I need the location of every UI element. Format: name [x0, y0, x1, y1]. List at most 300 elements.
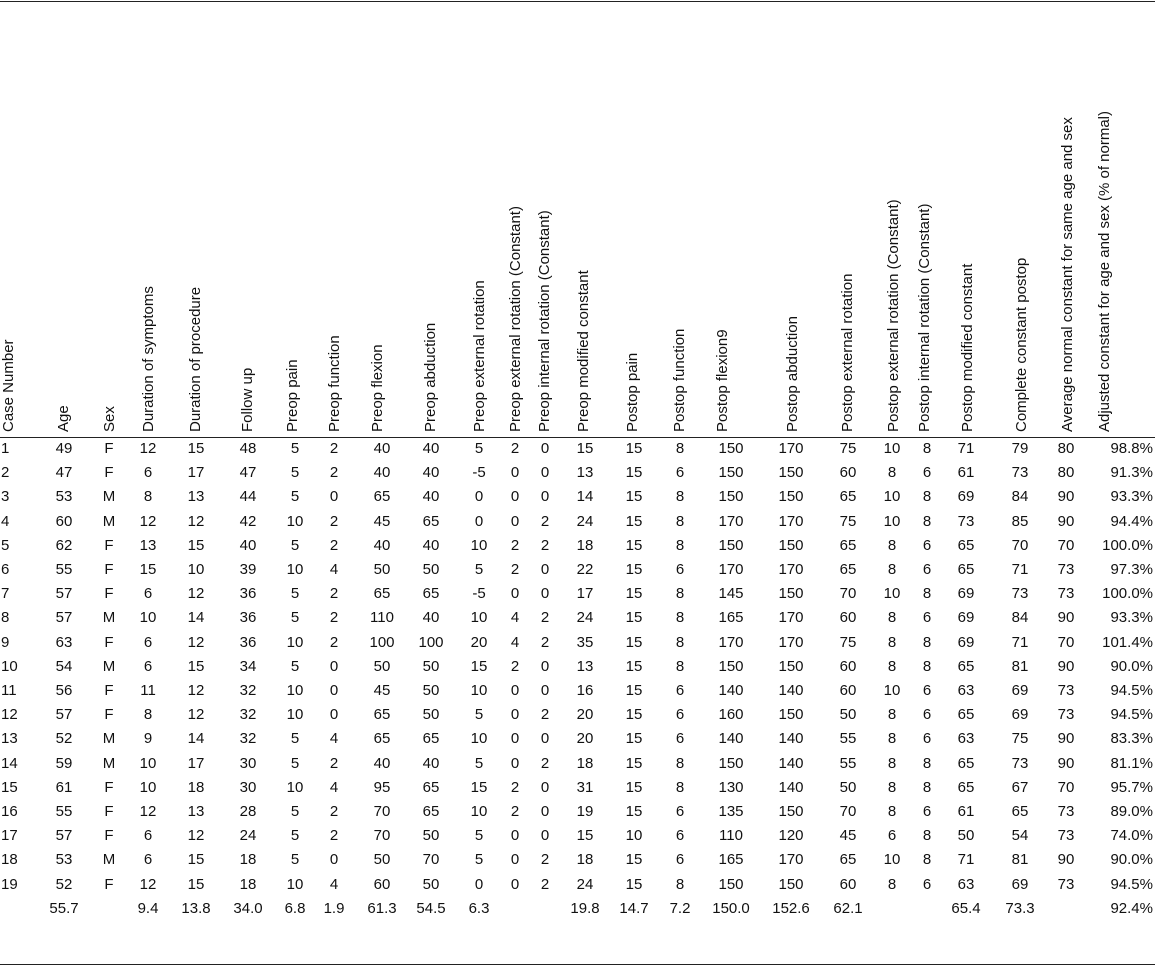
- column-header: Postop pain: [624, 352, 641, 432]
- table-cell: 8: [675, 633, 685, 651]
- table-cell: 8: [675, 536, 685, 554]
- table-cell: 50: [839, 778, 857, 796]
- table-cell: 0: [329, 682, 339, 699]
- table-cell: 10: [883, 512, 901, 530]
- table-cell: 61: [957, 803, 975, 820]
- table-cell: 15: [625, 851, 643, 869]
- table-cell: 70: [1057, 778, 1075, 796]
- table-cell: 4: [329, 730, 339, 748]
- table-cell: 0: [329, 706, 339, 724]
- table-cell: 10: [470, 682, 488, 699]
- table-cell: 36: [239, 633, 257, 651]
- table-cell: 6: [922, 464, 932, 482]
- table-cell: 10: [286, 706, 304, 724]
- table-cell: 140: [778, 754, 804, 772]
- table-cell: 150: [718, 464, 744, 482]
- table-cell: 6: [143, 585, 153, 603]
- table-cell: 5: [290, 657, 300, 675]
- table-cell: 2: [329, 609, 339, 627]
- table-cell: 0: [329, 851, 339, 869]
- column-header: Postop abduction: [784, 316, 801, 432]
- table-cell: 15: [187, 536, 205, 554]
- table-cell: 10: [286, 633, 304, 651]
- summary-cell: 34.0: [233, 899, 263, 917]
- table-cell: F: [104, 561, 114, 578]
- table-cell: 65: [957, 778, 975, 796]
- table-cell: 35: [576, 633, 594, 651]
- table-cell: 24: [576, 512, 594, 530]
- table-cell: 62: [55, 536, 73, 554]
- column-header: Preop modified constant: [575, 270, 592, 432]
- table-cell: 8: [887, 464, 897, 482]
- table-cell: 73: [1057, 803, 1075, 820]
- table-cell: 70: [422, 851, 440, 869]
- table-cell: 63: [55, 633, 73, 651]
- table-cell: 65: [839, 488, 857, 506]
- column-header: Preop function: [326, 335, 343, 432]
- table-cell: 18: [239, 851, 257, 869]
- table-cell: 5: [290, 609, 300, 627]
- table-cell: 10: [883, 682, 901, 699]
- summary-cell: 54.5: [416, 899, 446, 917]
- table-cell: 5: [290, 536, 300, 554]
- table-cell: 101.4%: [1102, 633, 1153, 651]
- table-cell: 73: [1057, 827, 1075, 845]
- table-cell: 56: [55, 682, 73, 699]
- table-top-rule: [0, 1, 1155, 2]
- table-cell: 20: [470, 633, 488, 651]
- table-cell: 50: [373, 561, 391, 578]
- table-cell: 69: [957, 633, 975, 651]
- table-cell: 8: [922, 440, 932, 457]
- table-cell: 16: [576, 682, 594, 699]
- table-cell: 9: [143, 730, 153, 748]
- table-cell: 1: [1, 440, 10, 457]
- table-cell: 8: [887, 706, 897, 724]
- table-cell: 8: [1, 609, 10, 627]
- table-cell: 70: [373, 803, 391, 820]
- table-cell: 73: [1057, 682, 1075, 699]
- table-cell: 69: [1011, 706, 1029, 724]
- table-cell: 2: [1, 464, 10, 482]
- table-cell: 65: [957, 754, 975, 772]
- table-cell: 5: [290, 464, 300, 482]
- table-cell: 170: [778, 440, 804, 457]
- table-cell: 44: [239, 488, 257, 506]
- table-cell: 73: [1011, 464, 1029, 482]
- table-cell: 60: [839, 464, 857, 482]
- table-cell: 6: [143, 657, 153, 675]
- table-cell: 50: [422, 657, 440, 675]
- table-cell: 24: [239, 827, 257, 845]
- table-cell: 40: [422, 536, 440, 554]
- table-cell: 0: [540, 464, 550, 482]
- table-cell: 8: [922, 754, 932, 772]
- table-cell: 2: [540, 706, 550, 724]
- table-cell: 2: [540, 609, 550, 627]
- table-cell: 150: [718, 875, 744, 893]
- table-cell: 70: [1057, 536, 1075, 554]
- table-cell: 140: [778, 778, 804, 796]
- table-cell: 15: [625, 682, 643, 699]
- table-cell: 18: [576, 536, 594, 554]
- table-cell: 5: [474, 440, 484, 457]
- table-cell: F: [104, 875, 114, 893]
- table-cell: 0: [540, 440, 550, 457]
- table-cell: 2: [540, 754, 550, 772]
- table-cell: 9: [1, 633, 10, 651]
- table-cell: 65: [422, 585, 440, 603]
- table-cell: 6: [143, 464, 153, 482]
- table-cell: 39: [239, 561, 257, 578]
- table-cell: 14: [1, 754, 18, 772]
- table-cell: 55: [55, 803, 73, 820]
- table-cell: 15: [625, 803, 643, 820]
- table-cell: 6: [922, 682, 932, 699]
- table-cell: 20: [576, 706, 594, 724]
- table-cell: 6: [675, 682, 685, 699]
- table-cell: 70: [839, 585, 857, 603]
- table-cell: 65: [422, 512, 440, 530]
- table-cell: 80: [1057, 464, 1075, 482]
- table-cell: 5: [474, 561, 484, 578]
- table-cell: 47: [239, 464, 257, 482]
- table-cell: M: [102, 730, 116, 748]
- table-cell: 135: [718, 803, 744, 820]
- table-cell: 69: [1011, 875, 1029, 893]
- table-cell: 5: [474, 754, 484, 772]
- table-cell: 63: [957, 682, 975, 699]
- column-header: Follow up: [239, 367, 256, 432]
- table-cell: F: [104, 803, 114, 820]
- table-cell: -5: [472, 464, 486, 482]
- table-cell: 61: [957, 464, 975, 482]
- table-cell: 8: [675, 440, 685, 457]
- table-cell: 45: [373, 512, 391, 530]
- table-cell: 84: [1011, 609, 1029, 627]
- table-cell: 6: [675, 730, 685, 748]
- table-cell: 2: [510, 803, 520, 820]
- table-cell: 18: [187, 778, 205, 796]
- table-cell: 65: [1011, 803, 1029, 820]
- table-cell: 16: [1, 803, 18, 820]
- table-cell: 170: [718, 561, 744, 578]
- table-cell: 90: [1057, 488, 1075, 506]
- table-cell: 73: [1011, 585, 1029, 603]
- table-cell: 2: [510, 657, 520, 675]
- table-cell: 5: [290, 803, 300, 820]
- table-cell: 8: [887, 561, 897, 578]
- table-cell: 6: [675, 851, 685, 869]
- table-cell: 95.7%: [1110, 778, 1153, 796]
- table-cell: 8: [675, 488, 685, 506]
- table-cell: 97.3%: [1110, 561, 1153, 578]
- table-cell: 50: [373, 851, 391, 869]
- table-cell: 12: [187, 633, 205, 651]
- table-cell: 8: [922, 657, 932, 675]
- table-cell: 10: [883, 440, 901, 457]
- table-cell: 6: [675, 561, 685, 578]
- table-cell: 170: [778, 609, 804, 627]
- table-cell: 94.5%: [1110, 682, 1153, 699]
- table-cell: 10: [625, 827, 643, 845]
- table-cell: 8: [922, 512, 932, 530]
- table-cell: 13: [139, 536, 157, 554]
- table-cell: 6: [922, 803, 932, 820]
- table-cell: 10: [470, 609, 488, 627]
- table-cell: 8: [675, 754, 685, 772]
- table-cell: 22: [576, 561, 594, 578]
- table-cell: 6: [675, 827, 685, 845]
- table-cell: 71: [1011, 561, 1029, 578]
- table-bottom-rule: [0, 964, 1155, 965]
- table-cell: 17: [187, 464, 205, 482]
- table-cell: 2: [329, 464, 339, 482]
- table-cell: 13: [187, 803, 205, 820]
- table-cell: 145: [718, 585, 744, 603]
- summary-cell: 13.8: [181, 899, 211, 917]
- table-cell: 8: [922, 827, 932, 845]
- table-cell: 0: [540, 803, 550, 820]
- table-cell: 0: [510, 464, 520, 482]
- table-cell: 90.0%: [1110, 657, 1153, 675]
- table-cell: 10: [139, 778, 157, 796]
- table-cell: 100.0%: [1102, 536, 1153, 554]
- table-cell: 47: [55, 464, 73, 482]
- table-cell: 12: [139, 512, 157, 530]
- table-cell: 5: [290, 440, 300, 457]
- table-cell: M: [102, 851, 116, 869]
- table-cell: 150: [778, 488, 804, 506]
- table-cell: 70: [373, 827, 391, 845]
- table-cell: 31: [576, 778, 594, 796]
- table-cell: 140: [778, 730, 804, 748]
- table-cell: 69: [957, 585, 975, 603]
- table-cell: 8: [922, 585, 932, 603]
- table-cell: 15: [187, 875, 205, 893]
- table-cell: 8: [887, 536, 897, 554]
- table-cell: 73: [957, 512, 975, 530]
- table-cell: 30: [239, 778, 257, 796]
- table-cell: 13: [1, 730, 18, 748]
- table-cell: 52: [55, 875, 73, 893]
- table-cell: 40: [373, 440, 391, 457]
- table-cell: 0: [510, 875, 520, 893]
- column-header: Age: [55, 405, 72, 432]
- table-cell: 65: [422, 803, 440, 820]
- summary-cell: 65.4: [951, 899, 981, 917]
- table-cell: 12: [187, 585, 205, 603]
- table-cell: 15: [625, 561, 643, 578]
- table-cell: 6: [675, 803, 685, 820]
- table-cell: 18: [576, 754, 594, 772]
- table-cell: 55: [55, 561, 73, 578]
- table-cell: 5: [474, 851, 484, 869]
- table-cell: 57: [55, 585, 73, 603]
- table-cell: 15: [625, 536, 643, 554]
- table-cell: 0: [474, 488, 484, 506]
- table-cell: 75: [839, 633, 857, 651]
- table-cell: 8: [887, 778, 897, 796]
- table-cell: 5: [474, 827, 484, 845]
- column-header: Postop modified constant: [959, 263, 976, 432]
- table-cell: 90: [1057, 730, 1075, 748]
- table-cell: 65: [957, 706, 975, 724]
- table-cell: 12: [187, 512, 205, 530]
- table-cell: 50: [422, 827, 440, 845]
- table-cell: M: [102, 657, 116, 675]
- table-cell: 18: [239, 875, 257, 893]
- table-cell: 65: [373, 488, 391, 506]
- table-cell: 0: [540, 827, 550, 845]
- table-cell: 73: [1057, 875, 1075, 893]
- table-cell: 2: [329, 536, 339, 554]
- table-cell: 81: [1011, 851, 1029, 869]
- table-cell: 100.0%: [1102, 585, 1153, 603]
- table-cell: 28: [239, 803, 257, 820]
- table-cell: 65: [422, 778, 440, 796]
- table-cell: 71: [957, 851, 975, 869]
- table-cell: 75: [839, 440, 857, 457]
- summary-cell: 9.4: [137, 899, 159, 917]
- table-cell: 150: [718, 488, 744, 506]
- column-header: Duration of procedure: [187, 286, 204, 432]
- table-cell: 0: [540, 561, 550, 578]
- table-cell: 93.3%: [1110, 488, 1153, 506]
- table-cell: 8: [887, 609, 897, 627]
- table-cell: 32: [239, 706, 257, 724]
- table-cell: 50: [839, 706, 857, 724]
- table-cell: 0: [510, 585, 520, 603]
- table-cell: 6: [143, 827, 153, 845]
- table-cell: 65: [373, 730, 391, 748]
- table-cell: 0: [510, 730, 520, 748]
- table-cell: 13: [187, 488, 205, 506]
- table-cell: 55: [839, 754, 857, 772]
- column-header: Postop function: [671, 328, 688, 432]
- table-cell: 8: [922, 851, 932, 869]
- table-cell: 40: [422, 488, 440, 506]
- table-cell: 0: [510, 512, 520, 530]
- column-header: Preop flexion: [369, 344, 386, 432]
- table-cell: 110: [719, 827, 743, 845]
- column-header: Postop internal rotation (Constant): [916, 203, 933, 432]
- table-cell: 12: [1, 706, 18, 724]
- column-header: Case Number: [0, 339, 17, 432]
- table-cell: 20: [576, 730, 594, 748]
- table-cell: F: [104, 536, 114, 554]
- table-cell: 150: [718, 536, 744, 554]
- table-cell: 65: [957, 561, 975, 578]
- table-cell: 50: [422, 875, 440, 893]
- table-cell: 73: [1057, 706, 1075, 724]
- table-cell: 165: [718, 851, 744, 869]
- table-cell: 45: [373, 682, 391, 699]
- table-cell: 2: [329, 827, 339, 845]
- summary-cell: 73.3: [1005, 899, 1035, 917]
- table-cell: 15: [625, 488, 643, 506]
- table-cell: 15: [625, 706, 643, 724]
- column-header: Duration of symptoms: [140, 286, 157, 432]
- table-cell: 15: [187, 440, 205, 457]
- table-cell: 12: [139, 440, 157, 457]
- column-header: Average normal constant for same age and sex: [1059, 117, 1076, 432]
- table-cell: 5: [290, 488, 300, 506]
- table-cell: 2: [540, 536, 550, 554]
- table-cell: 65: [373, 706, 391, 724]
- table-cell: 90: [1057, 851, 1075, 869]
- table-cell: 42: [239, 512, 257, 530]
- table-cell: 12: [187, 706, 205, 724]
- table-cell: 4: [510, 609, 520, 627]
- table-cell: M: [102, 512, 116, 530]
- table-cell: 0: [540, 682, 550, 699]
- table-cell: 79: [1011, 440, 1029, 457]
- table-cell: 32: [239, 730, 257, 748]
- table-cell: F: [104, 827, 114, 845]
- table-cell: 11: [140, 682, 156, 699]
- table-cell: 50: [373, 657, 391, 675]
- table-cell: 2: [329, 585, 339, 603]
- table-cell: 160: [718, 706, 744, 724]
- table-cell: 0: [540, 730, 550, 748]
- table-cell: 150: [778, 536, 804, 554]
- summary-cell: 152.6: [772, 899, 810, 917]
- table-cell: 150: [778, 803, 804, 820]
- table-cell: 8: [887, 730, 897, 748]
- table-cell: 8: [887, 754, 897, 772]
- table-cell: 150: [778, 464, 804, 482]
- table-cell: 5: [290, 851, 300, 869]
- table-cell: 48: [239, 440, 257, 457]
- table-cell: 50: [422, 561, 440, 578]
- table-cell: 90: [1057, 512, 1075, 530]
- table-cell: 18: [1, 851, 18, 869]
- table-cell: -5: [472, 585, 486, 603]
- table-cell: 170: [718, 512, 744, 530]
- table-cell: 53: [55, 488, 73, 506]
- table-cell: 65: [839, 851, 857, 869]
- table-cell: 8: [675, 778, 685, 796]
- table-cell: 0: [510, 851, 520, 869]
- table-cell: 54: [1011, 827, 1029, 845]
- table-cell: 10: [286, 512, 304, 530]
- table-cell: 13: [576, 464, 594, 482]
- table-cell: 36: [239, 609, 257, 627]
- table-cell: 60: [839, 875, 857, 893]
- table-cell: 10: [286, 682, 304, 699]
- table-cell: 8: [922, 778, 932, 796]
- table-cell: 15: [625, 585, 643, 603]
- table-cell: 60: [839, 609, 857, 627]
- table-cell: 80: [1057, 440, 1075, 457]
- table-cell: 2: [540, 851, 550, 869]
- table-cell: 140: [718, 682, 744, 699]
- table-cell: 15: [187, 657, 205, 675]
- table-cell: 32: [239, 682, 257, 699]
- table-cell: 0: [510, 754, 520, 772]
- table-cell: 2: [540, 633, 550, 651]
- table-cell: 52: [55, 730, 73, 748]
- table-cell: 19: [576, 803, 594, 820]
- table-cell: 63: [957, 730, 975, 748]
- table-cell: 2: [329, 803, 339, 820]
- table-cell: 73: [1057, 585, 1075, 603]
- table-cell: 40: [422, 464, 440, 482]
- table-cell: 100: [418, 633, 444, 651]
- table-cell: 57: [55, 706, 73, 724]
- table-cell: 15: [625, 633, 643, 651]
